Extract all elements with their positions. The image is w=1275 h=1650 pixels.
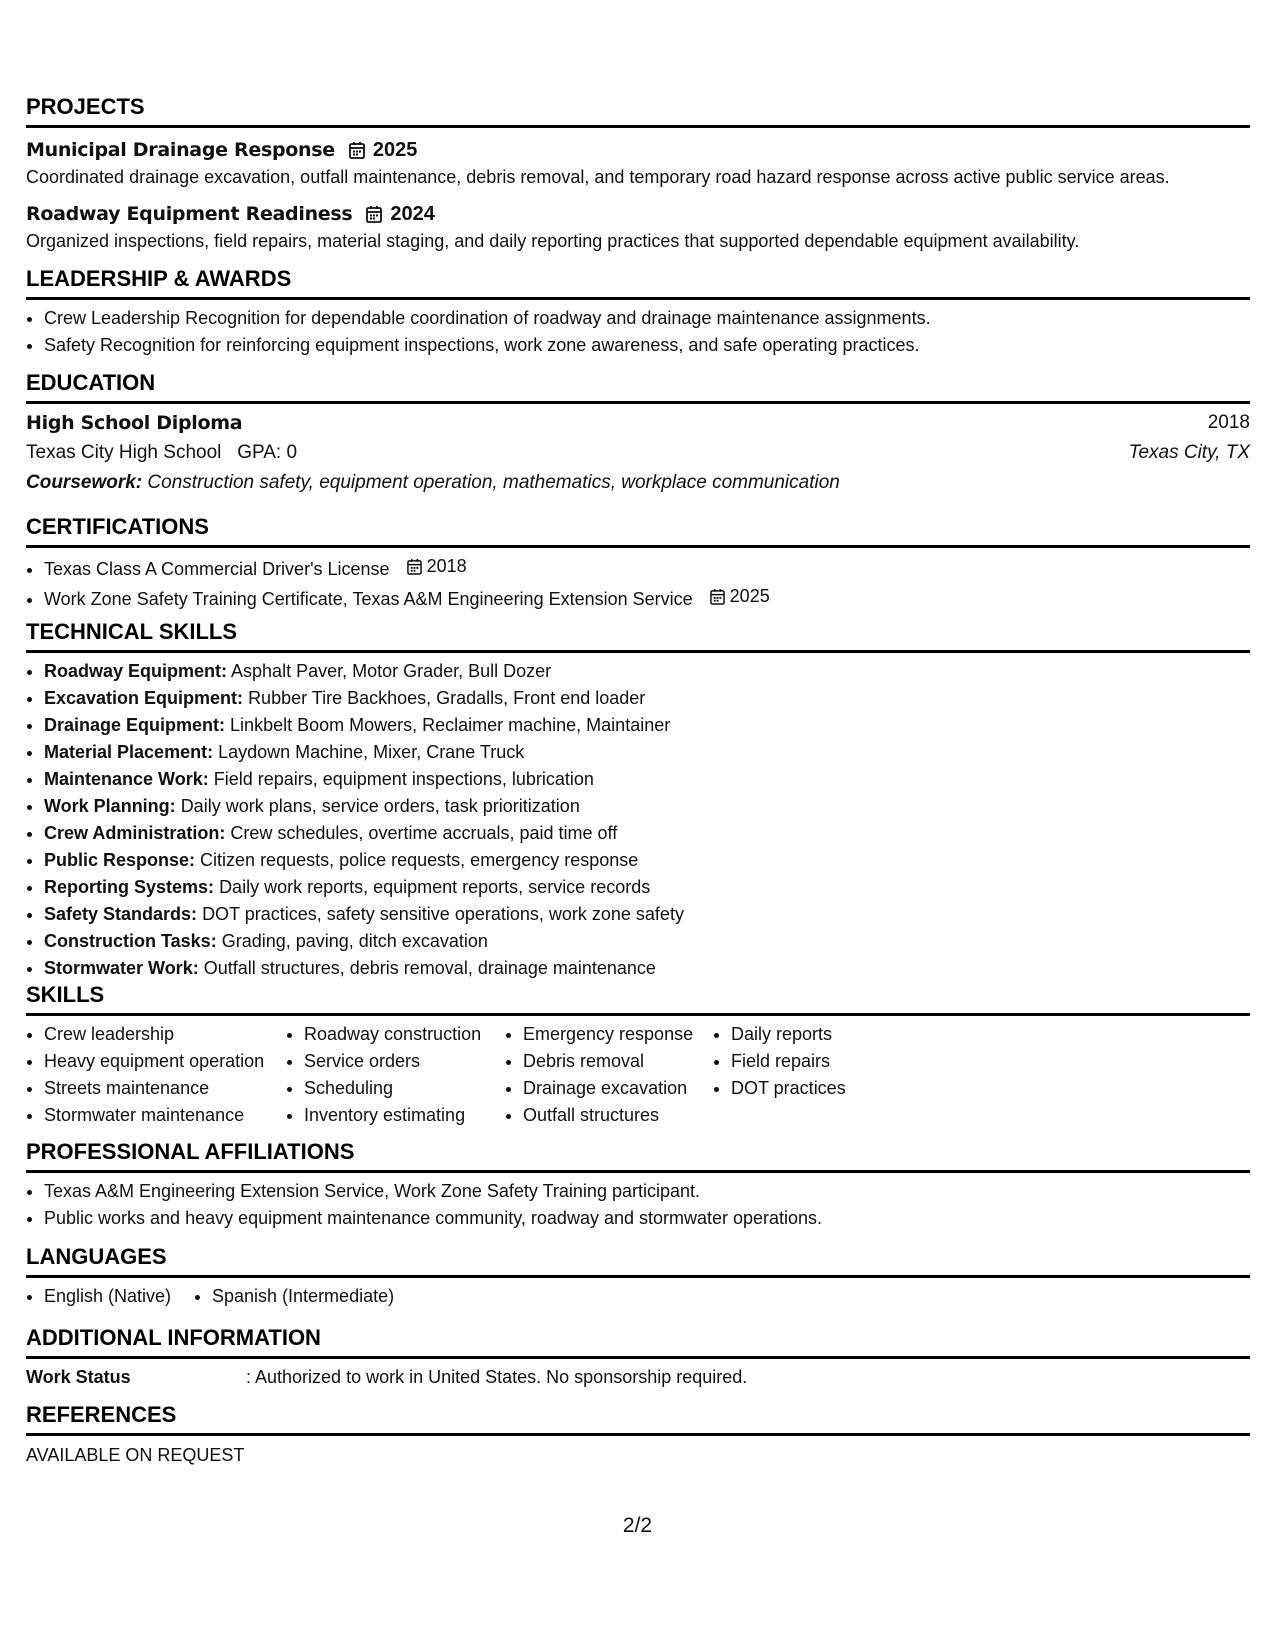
- school-info: [26, 438, 297, 468]
- gpa: GPA: 0: [237, 442, 298, 463]
- skill-values: Laydown Machine, Mixer, Crane Truck: [218, 742, 525, 762]
- section-title-leadership: LEADERSHIP & AWARDS: [26, 266, 1250, 300]
- section-title-certifications: CERTIFICATIONS: [26, 514, 1250, 548]
- list-item: • Inventory estimating: [304, 1102, 505, 1129]
- list-item: [44, 583, 1250, 613]
- skill-values: Daily work reports, equipment reports, service records: [219, 877, 651, 897]
- work-status-value: : Authorized to work in United States. No sponsorship required.: [246, 1367, 748, 1387]
- skills-section: [26, 982, 1250, 1129]
- leadership-list: [26, 305, 1250, 359]
- project-year: 2024: [390, 203, 435, 225]
- education-section: [26, 370, 1250, 498]
- skill-values: Grading, paving, ditch excavation: [221, 931, 488, 951]
- list-item: [44, 712, 1250, 739]
- section-title-additional-info: ADDITIONAL INFORMATION: [26, 1325, 1250, 1359]
- skill-category: Work Planning:: [44, 796, 176, 816]
- skill-category: Material Placement:: [44, 742, 214, 762]
- project-title: Roadway Equipment Readiness: [26, 203, 353, 225]
- list-item: [44, 685, 1250, 712]
- list-item: • Emergency response: [523, 1021, 713, 1048]
- list-item: [44, 901, 1250, 928]
- list-item: • Roadway construction: [304, 1021, 505, 1048]
- section-title-languages: LANGUAGES: [26, 1244, 1250, 1278]
- project-date: [349, 136, 418, 164]
- language-column: [26, 1283, 194, 1310]
- affiliations-section: [26, 1139, 1250, 1232]
- education-year: 2018: [1207, 412, 1250, 433]
- technical-skills-list: [26, 658, 1250, 982]
- affiliations-list: [26, 1178, 1250, 1232]
- skill-category: Maintenance Work:: [44, 769, 209, 789]
- section-title-projects: PROJECTS: [26, 94, 1250, 128]
- calendar-icon: [407, 558, 422, 575]
- education-header-row: [26, 408, 1250, 438]
- project-heading: [26, 136, 1250, 164]
- list-item: [44, 820, 1250, 847]
- page-number: 2/2: [622, 1514, 653, 1537]
- skill-category: Roadway Equipment:: [44, 661, 228, 681]
- skill-values: Field repairs, equipment inspections, lubrication: [213, 769, 594, 789]
- skills-column: [713, 1021, 931, 1129]
- list-item: [44, 739, 1250, 766]
- list-item: • Spanish (Intermediate): [212, 1283, 394, 1310]
- project-date: [366, 200, 435, 228]
- languages-list: [26, 1283, 1250, 1310]
- education-school-row: [26, 438, 1250, 468]
- list-item: [44, 766, 1250, 793]
- list-item: [44, 874, 1250, 901]
- skill-category: Reporting Systems:: [44, 877, 215, 897]
- project-description: Organized inspections, field repairs, material staging, and daily reporting practices that supported dependable equipment availability.: [26, 231, 1080, 251]
- section-title-technical-skills: TECHNICAL SKILLS: [26, 619, 1250, 653]
- languages-section: [26, 1244, 1250, 1310]
- list-item: • Scheduling: [304, 1075, 505, 1102]
- list-item: [44, 658, 1250, 685]
- skills-column: [26, 1021, 286, 1129]
- list-item: • Daily reports: [731, 1021, 931, 1048]
- technical-skills-section: [26, 619, 1250, 982]
- list-item: • DOT practices: [731, 1075, 931, 1102]
- skills-column: [505, 1021, 713, 1129]
- list-item: • Debris removal: [523, 1048, 713, 1075]
- skill-values: Linkbelt Boom Mowers, Reclaimer machine, Maintainer: [230, 715, 671, 735]
- list-item: • Service orders: [304, 1048, 505, 1075]
- project-year: 2025: [372, 139, 418, 161]
- skill-values: DOT practices, safety sensitive operations, work zone safety: [202, 904, 684, 924]
- certification-date: [710, 583, 770, 610]
- list-item: • Crew Leadership Recognition for dependable coordination of roadway and drainage maintenance assignments.: [44, 305, 1250, 332]
- list-item: • Texas A&M Engineering Extension Service, Work Zone Safety Training participant.: [44, 1178, 1250, 1205]
- list-item: • English (Native): [44, 1283, 194, 1310]
- list-item: • Outfall structures: [523, 1102, 713, 1129]
- projects-section: [26, 94, 1250, 254]
- skill-values: Citizen requests, police requests, emergency response: [200, 850, 639, 870]
- skill-values: Daily work plans, service orders, task prioritization: [180, 796, 580, 816]
- skill-category: Drainage Equipment:: [44, 715, 226, 735]
- work-status-label: Work Status: [26, 1367, 131, 1387]
- project-description: Coordinated drainage excavation, outfall maintenance, debris removal, and temporary road hazard response across active public service areas.: [26, 167, 1170, 187]
- calendar-icon: [349, 141, 365, 159]
- list-item: • Heavy equipment operation: [44, 1048, 286, 1075]
- coursework: [26, 468, 1250, 498]
- certification-year: 2018: [426, 556, 467, 576]
- work-status-row: [26, 1364, 1250, 1390]
- list-item: [44, 928, 1250, 955]
- certifications-list: [26, 553, 1250, 613]
- additional-info-section: [26, 1325, 1250, 1390]
- skill-values: Rubber Tire Backhoes, Gradalls, Front end loader: [248, 688, 646, 708]
- skills-columns: [26, 1021, 1250, 1129]
- references-section: [26, 1402, 1250, 1468]
- list-item: [44, 955, 1250, 982]
- certification-year: 2025: [729, 586, 770, 606]
- education-location: Texas City, TX: [1128, 442, 1250, 463]
- list-item: • Crew leadership: [44, 1021, 286, 1048]
- skill-category: Public Response:: [44, 850, 196, 870]
- list-item: • Safety Recognition for reinforcing equipment inspections, work zone awareness, and safe operating practices.: [44, 332, 1250, 359]
- list-item: • Field repairs: [731, 1048, 931, 1075]
- skill-values: Asphalt Paver, Motor Grader, Bull Dozer: [231, 661, 552, 681]
- skill-category: Safety Standards:: [44, 904, 198, 924]
- skill-category: Excavation Equipment:: [44, 688, 244, 708]
- coursework-value: Construction safety, equipment operation, mathematics, workplace communication: [147, 472, 840, 493]
- project-title: Municipal Drainage Response: [26, 139, 335, 161]
- certifications-section: [26, 514, 1250, 613]
- calendar-icon: [366, 205, 382, 223]
- certification-date: [407, 553, 467, 580]
- section-title-education: EDUCATION: [26, 370, 1250, 404]
- list-item: [44, 847, 1250, 874]
- references-text: AVAILABLE ON REQUEST: [26, 1445, 245, 1465]
- skills-column: [286, 1021, 505, 1129]
- section-title-affiliations: PROFESSIONAL AFFILIATIONS: [26, 1139, 1250, 1173]
- skill-values: Crew schedules, overtime accruals, paid time off: [230, 823, 618, 843]
- certification-name: Work Zone Safety Training Certificate, Texas A&M Engineering Extension Service: [44, 589, 693, 609]
- section-title-skills: SKILLS: [26, 982, 1250, 1016]
- list-item: [44, 793, 1250, 820]
- skill-category: Construction Tasks:: [44, 931, 217, 951]
- list-item: • Drainage excavation: [523, 1075, 713, 1102]
- section-title-references: REFERENCES: [26, 1402, 1250, 1436]
- calendar-icon: [710, 588, 725, 605]
- list-item: • Public works and heavy equipment maintenance community, roadway and stormwater operations.: [44, 1205, 1250, 1232]
- school-name: Texas City High School: [26, 442, 222, 463]
- leadership-section: [26, 266, 1250, 359]
- list-item: [44, 553, 1250, 583]
- list-item: • Stormwater maintenance: [44, 1102, 286, 1129]
- skill-values: Outfall structures, debris removal, drainage maintenance: [203, 958, 656, 978]
- certification-name: Texas Class A Commercial Driver's License: [44, 559, 390, 579]
- coursework-label: Coursework:: [26, 472, 143, 493]
- degree-title: High School Diploma: [26, 412, 243, 434]
- skill-category: Crew Administration:: [44, 823, 226, 843]
- project-heading: [26, 200, 1250, 228]
- list-item: • Streets maintenance: [44, 1075, 286, 1102]
- language-column: [194, 1283, 394, 1310]
- skill-category: Stormwater Work:: [44, 958, 199, 978]
